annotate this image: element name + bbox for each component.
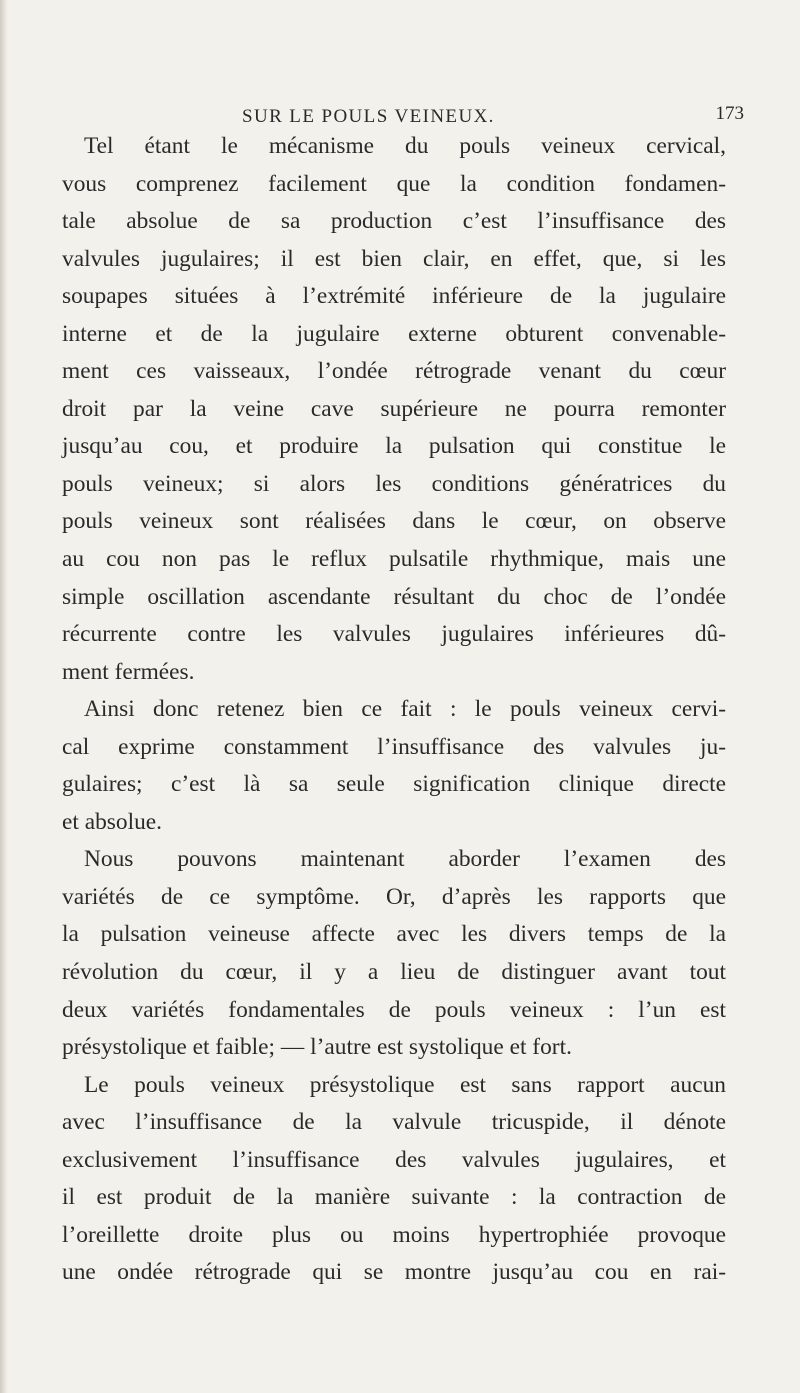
page-number: 173 [715,103,744,124]
text-line: révolution du cœur, il y a lieu de distinguer avant tout [62,959,726,986]
text-line: ment fermées. [62,658,195,685]
text-line: pouls veineux; si alors les conditions génératrices du [62,470,726,497]
text-line: la pulsation veineuse affecte avec les divers temps de la [62,921,726,948]
page-edge-shadow [0,0,8,1393]
text-line: une ondée rétrograde qui se montre jusqu’au cou en rai- [62,1259,726,1286]
body-text [62,128,726,1292]
text-line: ment ces vaisseaux, l’ondée rétrograde venant du cœur [62,358,726,385]
text-line: présystolique et faible; — l’autre est systolique et fort. [62,1034,572,1061]
paragraph-first-line: Nous pouvons maintenant aborder l’examen des [84,846,726,873]
text-line: il est produit de la manière suivante : la contraction de [62,1184,726,1211]
running-title: SUR LE POULS VEINEUX. [242,106,495,127]
text-line: au cou non pas le reflux pulsatile rhythmique, mais une [62,546,726,573]
paragraph-first-line: Le pouls veineux présystolique est sans rapport aucun [84,1071,726,1098]
text-line: cal exprime constamment l’insuffisance des valvules ju- [62,733,726,760]
text-line: interne et de la jugulaire externe obturent convenable- [62,320,726,347]
text-line: jusqu’au cou, et produire la pulsation qui constitue le [62,433,726,460]
text-line: l’oreillette droite plus ou moins hypertrophiée provoque [62,1221,726,1248]
text-line: récurrente contre les valvules jugulaires inférieures dû- [62,621,726,648]
text-line: et absolue. [62,808,163,835]
text-line: soupapes situées à l’extrémité inférieure de la jugulaire [62,283,726,310]
text-line: variétés de ce symptôme. Or, d’après les rapports que [62,883,726,910]
text-line: tale absolue de sa production c’est l’insuffisance des [62,208,726,235]
text-line: avec l’insuffisance de la valvule tricuspide, il dénote [62,1109,726,1136]
paragraph-first-line: Ainsi donc retenez bien ce fait : le pouls veineux cervi- [84,696,726,723]
text-line: exclusivement l’insuffisance des valvules jugulaires, et [62,1146,726,1173]
text-line: pouls veineux sont réalisées dans le cœur, on observe [62,508,726,535]
text-line: droit par la veine cave supérieure ne pourra remonter [62,395,726,422]
text-line: gulaires; c’est là sa seule signification clinique directe [62,771,726,798]
text-line: simple oscillation ascendante résultant du choc de l’ondée [62,583,726,610]
text-line: valvules jugulaires; il est bien clair, en effet, que, si les [62,245,726,272]
paragraph-first-line: Tel étant le mécanisme du pouls veineux cervical, [84,133,726,159]
text-line: deux variétés fondamentales de pouls veineux : l’un est [62,996,726,1023]
text-line: vous comprenez facilement que la condition fondamen- [62,170,726,197]
